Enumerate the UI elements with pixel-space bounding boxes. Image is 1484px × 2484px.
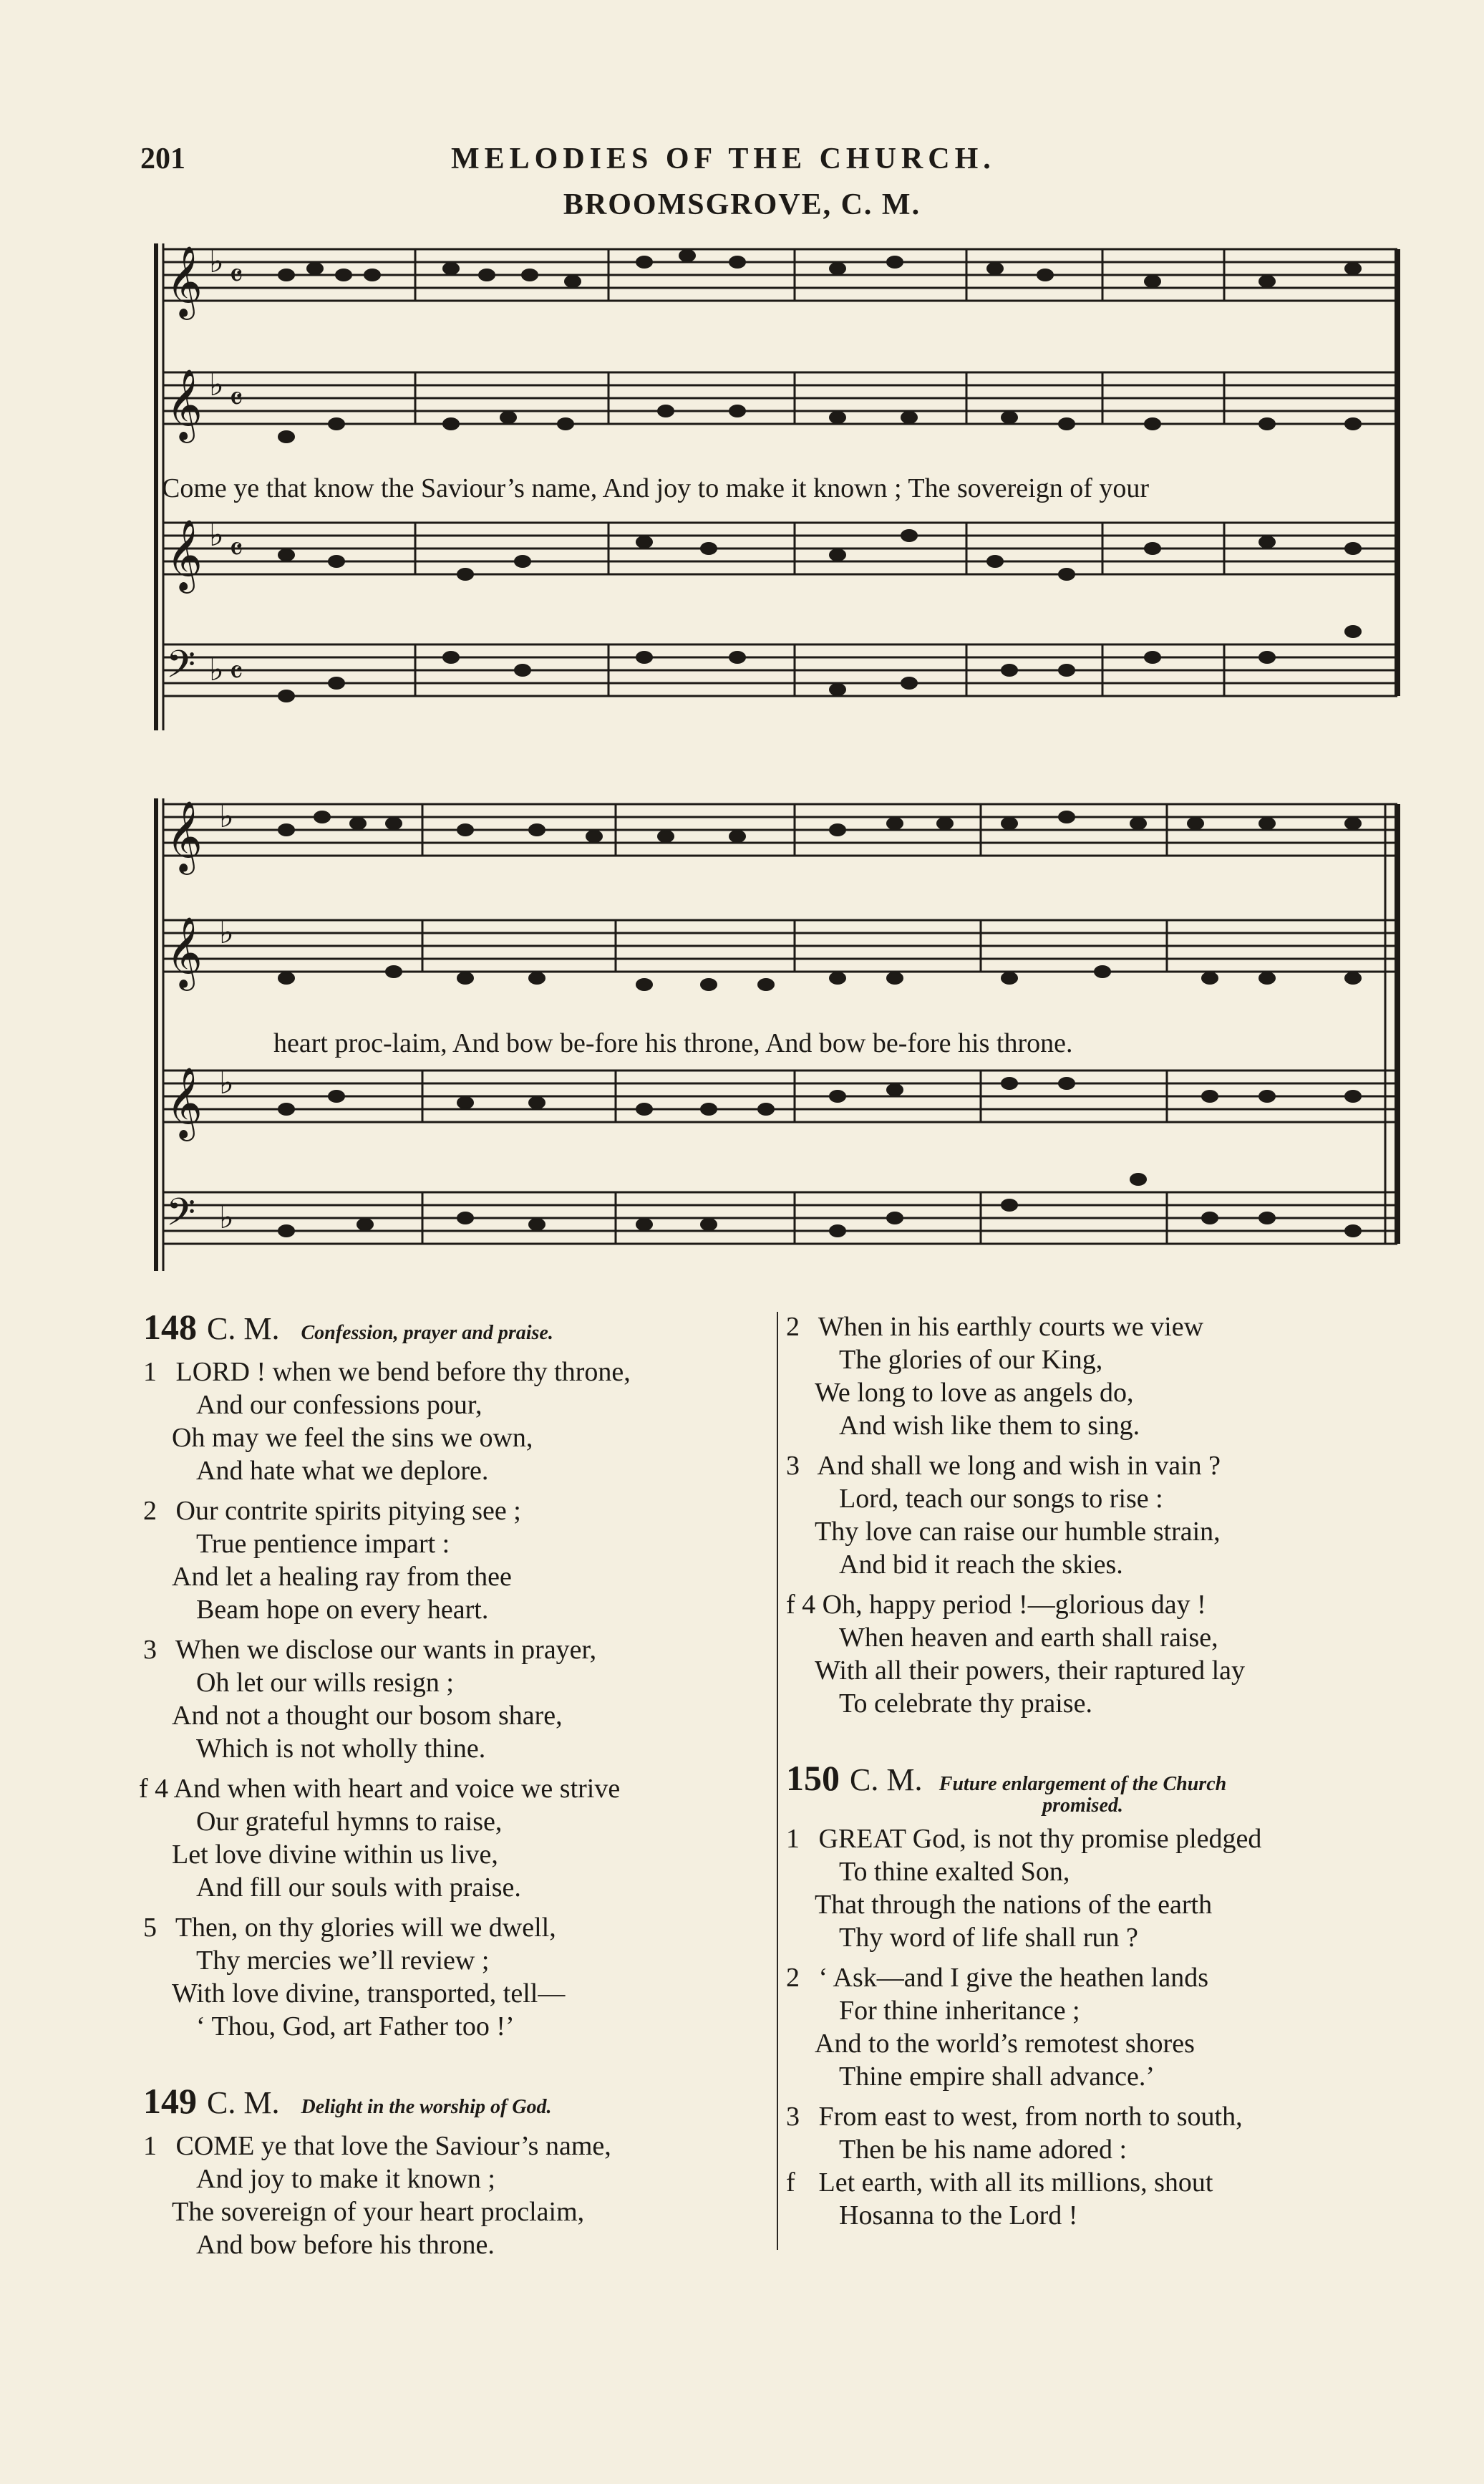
- verse-line: For thine inheritance ;: [839, 1996, 1080, 2026]
- stanza: [786, 1822, 1416, 1954]
- verse-line: And shall we long and wish in vain ?: [817, 1451, 1221, 1481]
- stanza: [786, 1310, 1416, 1442]
- verse-line: True pentience impart :: [196, 1529, 450, 1559]
- verse-line: Then, on thy glories will we dwell,: [175, 1913, 556, 1943]
- verse-line: That through the nations of the earth: [815, 1890, 1213, 1920]
- verse-line: And wish like them to sing.: [839, 1411, 1140, 1441]
- verse-line: Beam hope on every heart.: [196, 1595, 489, 1625]
- hymn-meter: C. M.: [850, 1762, 923, 1797]
- verse-line: To celebrate thy praise.: [839, 1688, 1092, 1719]
- hymn-subject: Confession, prayer and praise.: [301, 1322, 553, 1344]
- svg-text:♭: ♭: [209, 652, 224, 688]
- svg-text:♭: ♭: [209, 367, 224, 403]
- svg-text:♭: ♭: [219, 914, 234, 951]
- staff-alto-2: [163, 920, 1397, 972]
- verse-line: And joy to make it known ;: [196, 2164, 495, 2194]
- svg-text:𝄞: 𝄞: [166, 917, 203, 988]
- hymn-heading: [786, 1758, 1416, 1817]
- left-column: [139, 1307, 773, 2268]
- hymn-148: [139, 1307, 773, 2043]
- verse-line: Which is not wholly thine.: [196, 1734, 486, 1764]
- stanza-number: f 4: [139, 1774, 169, 1804]
- hymn-subject: Future enlargement of the Church promised.: [939, 1773, 1227, 1817]
- verse-line: And fill our souls with praise.: [196, 1872, 521, 1903]
- verse-line: With love divine, transported, tell—: [172, 1978, 566, 2009]
- page-header: [0, 142, 1484, 185]
- stanza-number: f: [786, 2168, 795, 2198]
- stanza: [786, 2100, 1416, 2166]
- svg-text:𝄴: 𝄴: [229, 258, 243, 294]
- verse-line: And not a thought our bosom share,: [172, 1701, 563, 1731]
- verse-line: Then be his name adored :: [839, 2135, 1127, 2165]
- hymn-meter: C. M.: [207, 2085, 280, 2120]
- verse-line: Oh may we feel the sins we own,: [172, 1423, 533, 1453]
- stanza: [786, 1449, 1416, 1581]
- hymn-149: [143, 2081, 773, 2261]
- verse-line: ‘ Thou, God, art Father too !’: [196, 2011, 515, 2041]
- staff-alto-1: [163, 372, 1397, 424]
- staff-tenor-1: [163, 523, 1397, 574]
- verse-line: Oh, happy period !—glorious day !: [822, 1590, 1206, 1620]
- verse-line: Let love divine within us live,: [172, 1840, 498, 1870]
- verse-line: The sovereign of your heart proclaim,: [172, 2197, 585, 2227]
- verse-line: When heaven and earth shall raise,: [839, 1623, 1218, 1653]
- verse-line: GREAT God, is not thy promise pledged: [818, 1824, 1262, 1854]
- stanza: [143, 2130, 773, 2261]
- music-system-2: [150, 791, 1403, 1278]
- hymn-number: 148: [143, 1307, 197, 1347]
- verse-line: And let a healing ray from thee: [172, 1562, 512, 1592]
- stanza-number: 1: [143, 2131, 157, 2161]
- tune-title: BROOMSGROVE, C. M.: [563, 188, 921, 221]
- verse-line: Thine empire shall advance.’: [839, 2062, 1155, 2092]
- verse-line: And our confessions pour,: [196, 1390, 482, 1420]
- verse-line: And to the world’s remotest shores: [815, 2029, 1195, 2059]
- staff-treble-2: [163, 804, 1397, 856]
- svg-text:♭: ♭: [209, 243, 224, 280]
- verse-line: ‘ Ask—and I give the heathen lands: [818, 1963, 1209, 1993]
- stanza-number: f 4: [786, 1590, 816, 1620]
- stanza: [143, 1911, 773, 2043]
- svg-text:𝄞: 𝄞: [166, 519, 203, 591]
- running-title: MELODIES OF THE CHURCH.: [451, 142, 996, 175]
- verse-line: LORD ! when we bend before thy throne,: [175, 1357, 631, 1387]
- hymn-number: 150: [786, 1758, 840, 1798]
- page-number: 201: [140, 142, 185, 175]
- svg-text:𝄞: 𝄞: [166, 801, 203, 872]
- verse-line: Thy mercies we’ll review ;: [196, 1946, 490, 1976]
- stanza: [786, 2166, 1416, 2232]
- verse-line: And hate what we deplore.: [196, 1456, 489, 1486]
- stanza-number: 3: [786, 2102, 800, 2132]
- verse-line: The glories of our King,: [839, 1345, 1103, 1375]
- verse-line: Our contrite spirits pitying see ;: [175, 1496, 521, 1526]
- right-column: [786, 1310, 1416, 2239]
- verse-line: Thy word of life shall run ?: [839, 1923, 1138, 1953]
- svg-text:♭: ♭: [219, 1065, 234, 1101]
- hymn-heading: [143, 2081, 773, 2124]
- column-divider: [777, 1312, 778, 2250]
- hymn-subject: Delight in the worship of God.: [301, 2096, 552, 2118]
- svg-text:♭: ♭: [219, 798, 234, 835]
- verse-line: To thine exalted Son,: [839, 1857, 1070, 1887]
- stanza: [143, 1355, 773, 1487]
- svg-text:♭: ♭: [219, 1199, 234, 1236]
- svg-text:♭: ♭: [209, 517, 224, 554]
- hymn-149-continued: [786, 1310, 1416, 1720]
- verse-line: Our grateful hymns to raise,: [196, 1807, 503, 1837]
- hymn-number: 149: [143, 2081, 197, 2121]
- hymn-heading: [143, 1307, 773, 1350]
- verse-line: From east to west, from north to south,: [818, 2102, 1243, 2132]
- verse-line: Let earth, with all its millions, shout: [818, 2168, 1213, 2198]
- verse-line: Oh let our wills resign ;: [196, 1668, 454, 1698]
- stanza-number: 3: [143, 1635, 157, 1665]
- verse-line: When in his earthly courts we view: [818, 1312, 1204, 1342]
- verse-line: And bid it reach the skies.: [839, 1550, 1123, 1580]
- verse-line: Lord, teach our songs to rise :: [839, 1484, 1163, 1514]
- verse-line: Hosanna to the Lord !: [839, 2200, 1078, 2231]
- hymn-150: [786, 1758, 1416, 2232]
- stanza-number: 2: [786, 1312, 800, 1342]
- svg-text:𝄢: 𝄢: [166, 643, 196, 696]
- svg-text:𝄴: 𝄴: [229, 381, 243, 417]
- stanza-number: 5: [143, 1913, 157, 1943]
- verse-line: COME ye that love the Saviour’s name,: [175, 2131, 611, 2161]
- svg-text:𝄴: 𝄴: [229, 654, 243, 691]
- verse-line: Thy love can raise our humble strain,: [815, 1517, 1221, 1547]
- verse-line: When we disclose our wants in prayer,: [175, 1635, 597, 1665]
- svg-text:𝄞: 𝄞: [166, 1067, 203, 1139]
- stanza: [786, 1961, 1416, 2093]
- lyrics-line-1: Come ye that know the Saviour’s name, And joy to make it known ; The sovereign of your: [162, 473, 1150, 503]
- verse-line: We long to love as angels do,: [815, 1378, 1134, 1408]
- verse-line: And bow before his throne.: [196, 2230, 495, 2260]
- stanza-number: 3: [786, 1451, 800, 1481]
- staff-bass-1: [163, 644, 1397, 696]
- svg-text:𝄞: 𝄞: [166, 369, 203, 440]
- music-system-1: [150, 236, 1403, 738]
- stanza-number: 1: [143, 1357, 157, 1387]
- stanza: [143, 1494, 773, 1626]
- svg-text:𝄞: 𝄞: [166, 246, 203, 317]
- stanza-number: 1: [786, 1824, 800, 1854]
- stanza: [786, 1588, 1416, 1720]
- svg-text:𝄢: 𝄢: [166, 1191, 196, 1244]
- hymn-meter: C. M.: [207, 1311, 280, 1346]
- verse-line: And when with heart and voice we strive: [173, 1774, 621, 1804]
- stanza: [139, 1772, 773, 1904]
- lyrics-line-2: heart proc-laim, And bow be-fore his throne, And bow be-fore his throne.: [273, 1028, 1073, 1058]
- stanza: [143, 1633, 773, 1765]
- stanza-number: 2: [143, 1496, 157, 1526]
- svg-text:𝄴: 𝄴: [229, 531, 243, 568]
- stanza-number: 2: [786, 1963, 800, 1993]
- verse-line: With all their powers, their raptured lay: [815, 1656, 1245, 1686]
